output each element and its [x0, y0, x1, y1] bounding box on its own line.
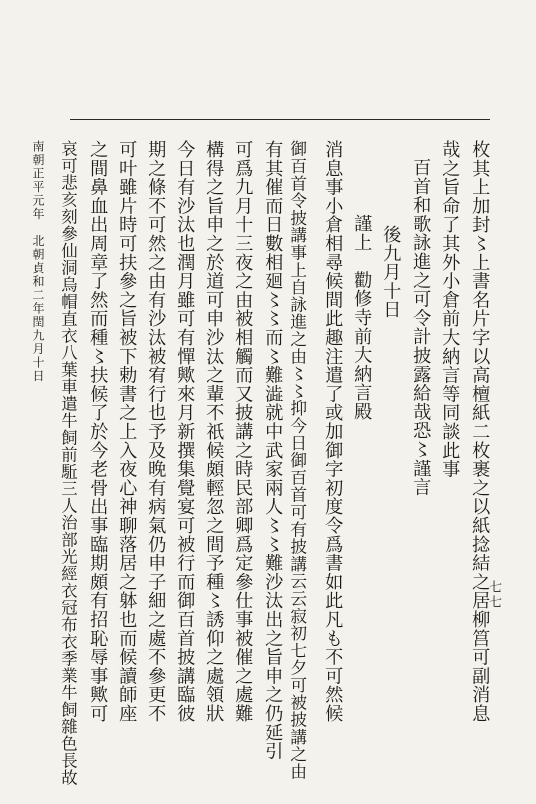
text-column-13: 可叶雖片時可扶參之旨被下勅書之上入夜心神聊落居之躰也而候讀師座 — [116, 140, 138, 723]
text-column-7 — [289, 140, 306, 780]
text-column-4: 後九月十日 — [380, 225, 402, 319]
page-number: 七七 — [486, 580, 501, 610]
text-column-2: 哉之旨命了其外小倉前大納言等同談此事 — [439, 140, 461, 479]
text-column-10: 構得之旨申之於道可申沙汰之輩不祇候頗輕忽之間予種〻誘仰之處領狀 — [203, 140, 225, 723]
column-7-text: 御百首令披講事上自詠進之由〻〻抑今日御百首可有披講云云寂初七夕可被披講之由 — [287, 140, 308, 781]
header-rule — [70, 119, 490, 120]
text-column-15: 哀可悲亥刻參仙洞烏帽直衣八葉車遣牛飼前駈三人治部光經衣冠布衣季業牛飼雜色長故 — [58, 140, 78, 786]
text-column-1: 枚其上加封〻上書名片字以高檀紙二枚裹之以紙捻結之居柳筥可副消息 — [469, 140, 491, 723]
text-column-14: 之間鼻血出周章了然而種〻扶候了於今老骨出事臨期頗有招恥辱事歟可 — [87, 140, 109, 723]
text-column-6: 消息事小倉相尋候間此趣注遣了或加御字初度令爲書如此凡も不可然候 — [322, 140, 344, 723]
text-column-5: 謹上 勸修寺前大納言殿 — [351, 214, 373, 421]
era-footer: 南朝正平元年 北朝貞和二年閏九月十日 — [31, 140, 45, 383]
text-column-8: 有其催而日數相廻〻〻而〻難澁就中武家兩人〻〻難沙汰出之旨申之仍延引 — [262, 140, 284, 761]
text-column-12: 期之條不可然之由有沙汰被宥行也予及晚有病氣仍申子細之處不參更不 — [145, 140, 167, 723]
text-column-3: 百首和歌詠進之可令計披露給哉恐〻謹言 — [410, 158, 432, 497]
text-column-11: 今日有沙汰也潤月雖可有憚歟來月新撰集覺宴可被行而御百首披講臨彼 — [174, 140, 196, 723]
text-column-9: 可爲九月十三夜之由被相觸而又披講之時民部卿爲定參仕事被催之處難 — [232, 140, 254, 723]
